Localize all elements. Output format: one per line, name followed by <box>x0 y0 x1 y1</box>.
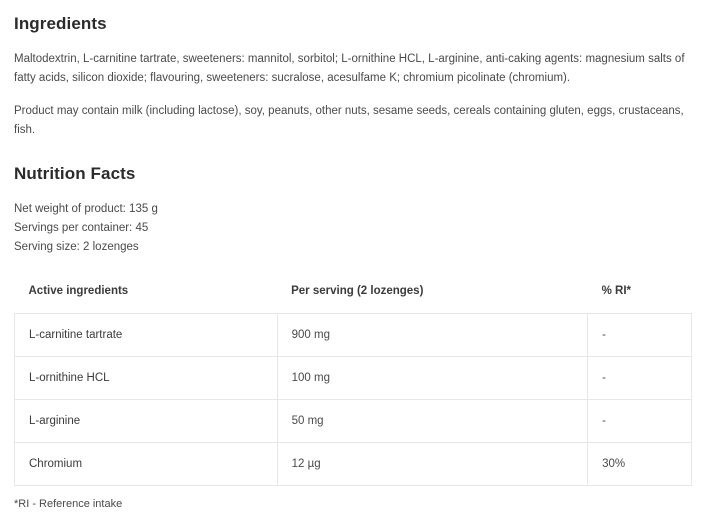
ingredient-name: L-ornithine HCL <box>15 357 278 400</box>
ingredients-paragraph: Maltodextrin, L-carnitine tartrate, sweeteners: mannitol, sorbitol; L-ornithine HCL, L-arginine, anti-caking agents: magnesium salts of fatty acids, silicon dioxide; flavouring, sweeteners: sucralose, acesulfame K; chromium picolinate (chromium). <box>14 53 685 84</box>
ingredient-per-serving: 50 mg <box>277 400 587 443</box>
nutrition-table-body <box>15 314 692 486</box>
ingredients-heading: Ingredients <box>14 14 107 33</box>
table-row <box>15 314 692 357</box>
ingredient-name: Chromium <box>15 443 278 486</box>
serving-info <box>14 200 695 257</box>
servings-per-container-line: Servings per container: 45 <box>14 222 149 234</box>
ingredient-ri: - <box>588 314 692 357</box>
serving-size-line: Serving size: 2 lozenges <box>14 241 139 253</box>
column-header-ri: % RI* <box>601 285 631 297</box>
ingredient-per-serving: 100 mg <box>277 357 587 400</box>
table-row <box>15 400 692 443</box>
allergen-paragraph: Product may contain milk (including lactose), soy, peanuts, other nuts, sesame seeds, cereals containing gluten, eggs, crustaceans, fish. <box>14 105 684 136</box>
ingredient-name: L-carnitine tartrate <box>15 314 278 357</box>
ingredient-ri: 30% <box>588 443 692 486</box>
column-header-per-serving: Per serving (2 lozenges) <box>291 285 424 297</box>
column-header-active-ingredients: Active ingredients <box>28 285 129 297</box>
ingredient-per-serving: 900 mg <box>277 314 587 357</box>
nutrition-facts-heading: Nutrition Facts <box>14 164 136 183</box>
table-row <box>15 357 692 400</box>
nutrition-table <box>14 279 692 486</box>
ingredient-ri: - <box>588 400 692 443</box>
reference-intake-footnote: *RI - Reference intake <box>14 498 123 510</box>
table-row <box>15 443 692 486</box>
ingredient-ri: - <box>588 357 692 400</box>
table-header-row <box>15 279 692 314</box>
net-weight-line: Net weight of product: 135 g <box>14 203 158 215</box>
ingredient-per-serving: 12 µg <box>277 443 587 486</box>
ingredient-name: L-arginine <box>15 400 278 443</box>
nutrition-table-header <box>15 279 692 314</box>
